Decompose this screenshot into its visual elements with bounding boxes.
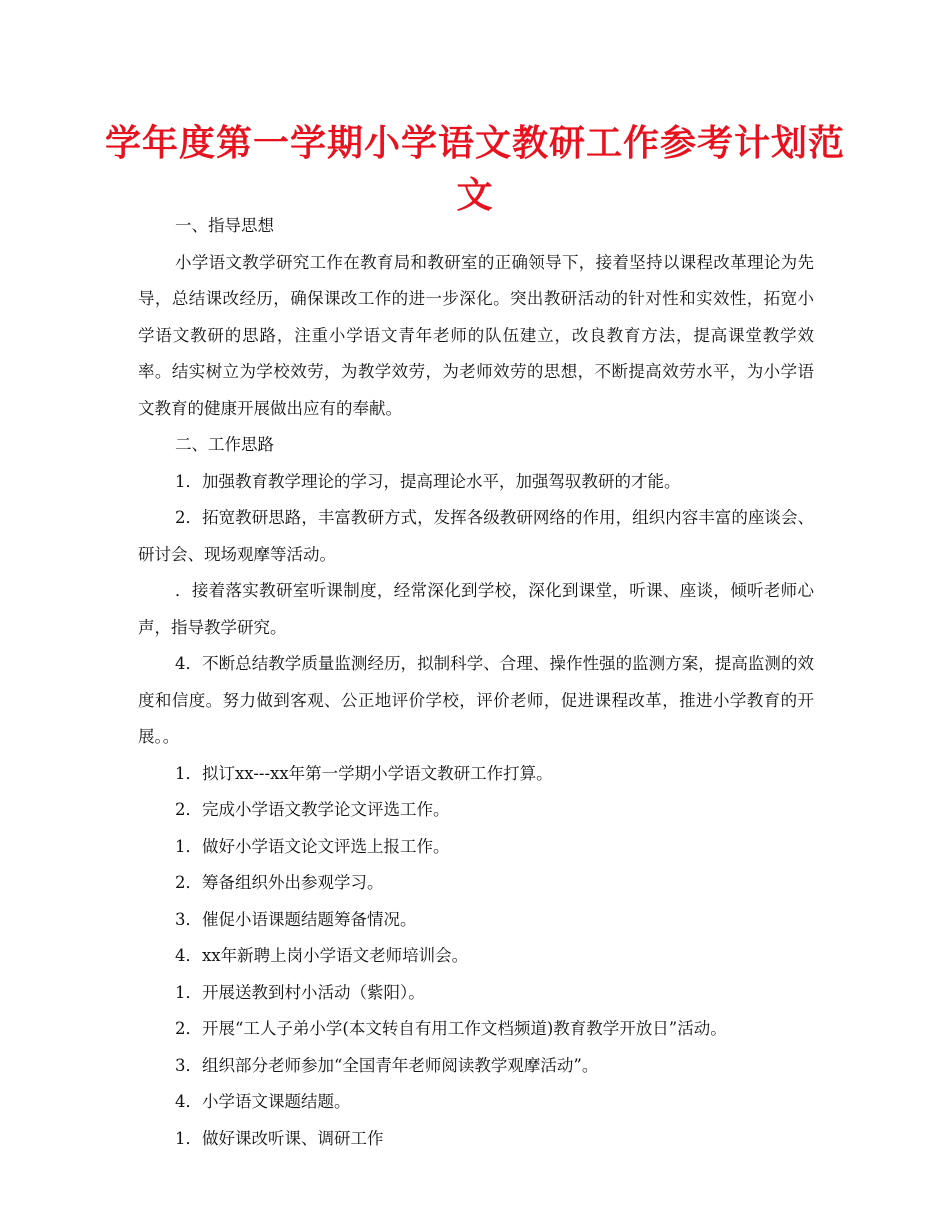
list-item: 2．完成小学语文教学论文评选工作。 <box>175 800 450 819</box>
list-item: 2．开展“工人子弟小学(本文转自有用工作文档频道)教育教学开放日”活动。 <box>175 1019 727 1038</box>
list-item: 1．做好课改听课、调研工作 <box>175 1128 384 1148</box>
list-item: 3．组织部分老师参加“全国青年老师阅读教学观摩活动”。 <box>175 1055 599 1075</box>
section-heading: 一、指导思想 <box>175 216 274 235</box>
document-title: 学年度第一学期小学语文教研工作参考计划范文 <box>104 123 845 216</box>
list-item: 4．不断总结教学质量监测经历，拟制科学、合理、操作性强的监测方案，提高监测的效度和信度。努力做到客观、公正地评价学校，评价老师，促进课程改革，推进小学教育的开展。。 <box>138 654 814 746</box>
list-item: 2．筹备组织外出参观学习。 <box>175 873 384 892</box>
list-item: 4．小学语文课题结题。 <box>175 1092 351 1111</box>
paragraph: 小学语文教学研究工作在教育局和教研室的正确领导下，接着坚持以课程改革理论为先导，总结课改经历，确保课改工作的进一步深化。突出教研活动的针对性和实效性，拓宽小学语文教研的思路，注重小学语文青年老师的队伍建立，改良教育方法，提高课堂教学效率。结实树立为学校效劳，为教学效劳，为老师效劳的思想，不断提高效劳水平，为小学语文教育的健康开展做出应有的奉献。 <box>138 252 814 418</box>
list-item: 1．拟订xx---xx年第一学期小学语文教研工作打算。 <box>175 763 553 783</box>
section-heading: 二、工作思路 <box>175 435 274 454</box>
list-item: ．接着落实教研室听课制度，经常深化到学校，深化到课堂，听课、座谈，倾听老师心声，指导教学研究。 <box>138 581 814 637</box>
list-item: 3．催促小语课题结题筹备情况。 <box>175 909 417 929</box>
list-item: 1．开展送教到村小活动（紫阳）。 <box>175 982 425 1002</box>
list-item: 4．xx年新聘上岗小学语文老师培训会。 <box>175 946 469 965</box>
list-item: 1．加强教育教学理论的学习，提高理论水平，加强驾驭教研的才能。 <box>175 471 681 491</box>
document-body <box>138 208 814 1157</box>
list-item: 1．做好小学语文论文评选上报工作。 <box>175 836 450 856</box>
list-item: 2．拓宽教研思路，丰富教研方式，发挥各级教研网络的作用，组织内容丰富的座谈会、研讨会、现场观摩等活动。 <box>138 508 814 564</box>
